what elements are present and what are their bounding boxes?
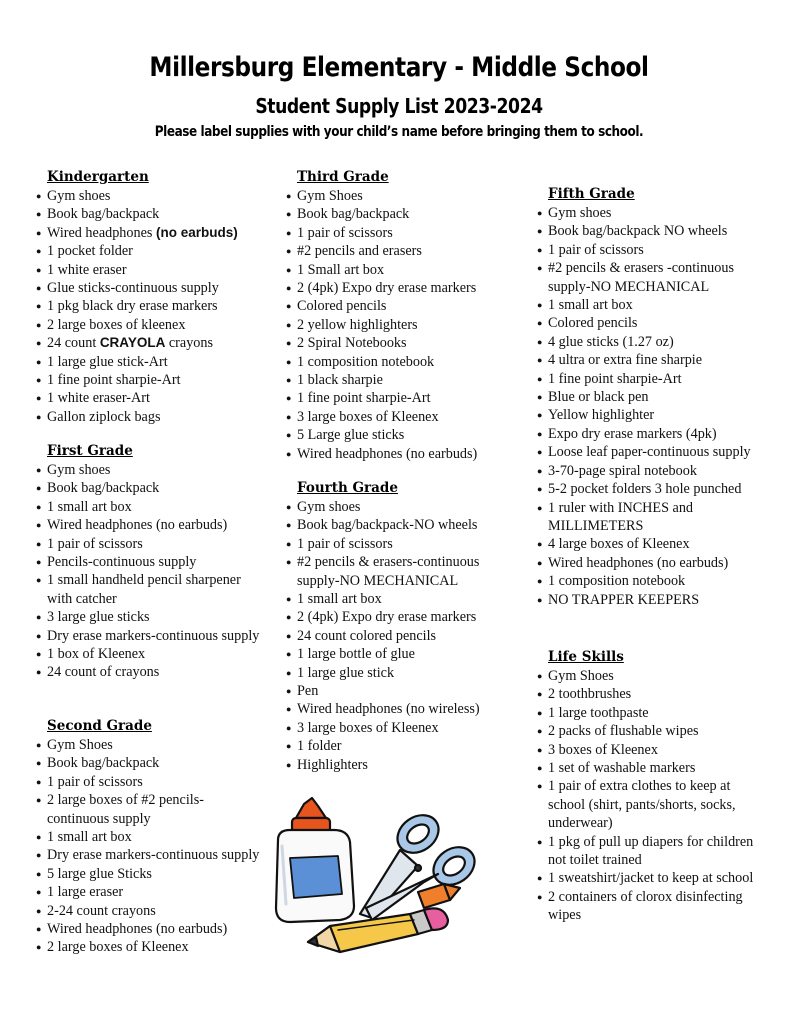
list-item: ● 3 large boxes of Kleenex [286, 408, 501, 426]
list-item: ● 2 (4pk) Expo dry erase markers [286, 608, 501, 626]
page-subtitle: Student Supply List 2023-2024 [255, 94, 543, 118]
list-item: ● 2 large boxes of kleenex [36, 316, 261, 334]
list-item: ● 1 white eraser [36, 261, 261, 279]
list-item: ● 2 yellow highlighters [286, 316, 501, 334]
section-heading: Fourth Grade [297, 480, 398, 496]
list-item: ● 1 white eraser-Art [36, 389, 261, 407]
item-bold-text: CRAYOLA [99, 335, 166, 351]
section-heading: Second Grade [47, 718, 152, 734]
list-item: ● 1 large glue stick [286, 664, 501, 682]
list-item: ● 1 sweatshirt/jacket to keep at school [537, 869, 762, 887]
supply-list [286, 187, 501, 463]
list-item: ● 1 large toothpaste [537, 704, 762, 722]
list-item: ● #2 pencils & erasers-continuous supply-NO MECHANICAL [286, 553, 501, 590]
list-item: ● Pen [286, 682, 501, 700]
list-item: ● Highlighters [286, 756, 501, 774]
list-item: ● #2 pencils and erasers [286, 242, 501, 260]
item-text: 24 count [47, 335, 100, 352]
list-item: ● 2 toothbrushes [537, 685, 762, 703]
list-item: ● Wired headphones (no earbuds) [537, 554, 762, 572]
list-item: ● 2 packs of flushable wipes [537, 722, 762, 740]
section-second-grade [36, 717, 261, 957]
list-item: ● 1 pair of scissors [36, 535, 261, 553]
list-item: ● 2 (4pk) Expo dry erase markers [286, 279, 501, 297]
list-item: ● 1 large glue stick-Art [36, 353, 261, 371]
section-heading: Third Grade [297, 169, 389, 185]
list-item: ● 3-70-page spiral notebook [537, 462, 762, 480]
list-item: ● Wired headphones (no wireless) [286, 700, 501, 718]
list-item: ● 1 ruler with INCHES and MILLIMETERS [537, 499, 762, 536]
list-item: ● 1 composition notebook [537, 572, 762, 590]
item-bold-text: (no earbuds) [155, 224, 238, 240]
page-title: Millersburg Elementary - Middle School [149, 52, 649, 83]
section-first-grade [36, 442, 261, 682]
list-item: ● Gym Shoes [537, 667, 762, 685]
supply-list [537, 667, 762, 925]
supply-list [36, 187, 261, 426]
list-item: ● Pencils-continuous supply [36, 553, 261, 571]
section-fourth-grade [286, 479, 501, 774]
list-item: ● 2 large boxes of #2 pencils-continuous supply [36, 791, 261, 828]
list-item: ● Book bag/backpack [36, 479, 261, 497]
list-item: ● NO TRAPPER KEEPERS [537, 591, 762, 609]
section-heading: Kindergarten [47, 169, 149, 185]
list-item [36, 334, 261, 352]
list-item: ● 3 boxes of Kleenex [537, 741, 762, 759]
list-item: ● 1 set of washable markers [537, 759, 762, 777]
list-item: ● 4 glue sticks (1.27 oz) [537, 333, 762, 351]
list-item: ● Book bag/backpack-NO wheels [286, 516, 501, 534]
supply-list [36, 736, 261, 957]
list-item: ● 2 large boxes of Kleenex [36, 938, 261, 956]
list-item [36, 224, 261, 242]
list-item: ● Gym Shoes [36, 736, 261, 754]
list-item: ● 1 large bottle of glue [286, 645, 501, 663]
crayon-icon [418, 884, 460, 908]
glue-bottle-icon [276, 798, 354, 922]
list-item: ● Book bag/backpack [36, 754, 261, 772]
section-life-skills [537, 648, 762, 925]
list-item: ● 1 small art box [36, 828, 261, 846]
list-item: ● Gym Shoes [286, 187, 501, 205]
list-item: ● Glue sticks-continuous supply [36, 279, 261, 297]
list-item: ● 1 pkg black dry erase markers [36, 297, 261, 315]
list-item: ● Gallon ziplock bags [36, 408, 261, 426]
list-item: ● 1 pair of scissors [286, 535, 501, 553]
section-third-grade [286, 168, 501, 463]
item-text: crayons [165, 335, 213, 352]
list-item: ● 2 Spiral Notebooks [286, 334, 501, 352]
supply-list [286, 498, 501, 774]
section-fifth-grade [537, 185, 762, 609]
list-item: ● 5-2 pocket folders 3 hole punched [537, 480, 762, 498]
list-item: ● 1 pair of scissors [537, 241, 762, 259]
scissors-icon [360, 807, 482, 920]
label-instruction: Please label supplies with your child’s name before bringing them to school. [154, 124, 644, 140]
list-item: ● 1 large eraser [36, 883, 261, 901]
list-item: ● Gym shoes [36, 461, 261, 479]
list-item: ● Book bag/backpack [36, 205, 261, 223]
list-item: ● 1 pair of scissors [36, 773, 261, 791]
list-item: ● Wired headphones (no earbuds) [36, 920, 261, 938]
supply-list [36, 461, 261, 682]
section-kindergarten [36, 168, 261, 426]
list-item: ● Colored pencils [537, 314, 762, 332]
item-text: Wired headphones [47, 224, 156, 241]
list-item: ● 1 box of Kleenex [36, 645, 261, 663]
list-item: ● 1 pocket folder [36, 242, 261, 260]
list-item: ● Wired headphones (no earbuds) [36, 516, 261, 534]
list-item: ● Gym shoes [537, 204, 762, 222]
supply-list [537, 204, 762, 609]
list-item: ● Wired headphones (no earbuds) [286, 445, 501, 463]
list-item: ● 2 containers of clorox disinfecting wipes [537, 888, 762, 925]
list-item: ● Dry erase markers-continuous supply [36, 846, 261, 864]
list-item: ● 3 large boxes of Kleenex [286, 719, 501, 737]
section-heading: Fifth Grade [548, 186, 635, 202]
section-heading: First Grade [47, 443, 133, 459]
list-item: ● 1 small art box [36, 498, 261, 516]
list-item: ● 1 Small art box [286, 261, 501, 279]
school-supplies-clipart-icon [268, 796, 490, 956]
list-item: ● 1 pair of extra clothes to keep at school (shirt, pants/shorts, socks, underwear) [537, 777, 762, 832]
list-item: ● Yellow highlighter [537, 406, 762, 424]
list-item: ● 5 Large glue sticks [286, 426, 501, 444]
list-item: ● #2 pencils & erasers -continuous supply-NO MECHANICAL [537, 259, 762, 296]
list-item: ● 24 count of crayons [36, 663, 261, 681]
list-item: ● 1 pair of scissors [286, 224, 501, 242]
list-item: ● 3 large glue sticks [36, 608, 261, 626]
list-item: ● Expo dry erase markers (4pk) [537, 425, 762, 443]
list-item: ● 24 count colored pencils [286, 627, 501, 645]
list-item: ● 1 fine point sharpie-Art [537, 370, 762, 388]
list-item: ● Gym shoes [286, 498, 501, 516]
list-item: ● 1 fine point sharpie-Art [286, 389, 501, 407]
list-item: ● 1 small handheld pencil sharpener with catcher [36, 571, 261, 608]
list-item: ● 1 black sharpie [286, 371, 501, 389]
list-item: ● 4 large boxes of Kleenex [537, 535, 762, 553]
list-item: ● Book bag/backpack [286, 205, 501, 223]
list-item: ● Gym shoes [36, 187, 261, 205]
list-item: ● Blue or black pen [537, 388, 762, 406]
list-item: ● 1 pkg of pull up diapers for children not toilet trained [537, 833, 762, 870]
list-item: ● Colored pencils [286, 297, 501, 315]
section-heading: Life Skills [548, 649, 624, 665]
list-item: ● Loose leaf paper-continuous supply [537, 443, 762, 461]
list-item: ● Book bag/backpack NO wheels [537, 222, 762, 240]
list-item: ● 2-24 count crayons [36, 902, 261, 920]
list-item: ● 1 composition notebook [286, 353, 501, 371]
list-item: ● 1 fine point sharpie-Art [36, 371, 261, 389]
list-item: ● 1 small art box [286, 590, 501, 608]
list-item: ● Dry erase markers-continuous supply [36, 627, 261, 645]
list-item: ● 1 small art box [537, 296, 762, 314]
list-item: ● 5 large glue Sticks [36, 865, 261, 883]
list-item: ● 4 ultra or extra fine sharpie [537, 351, 762, 369]
list-item: ● 1 folder [286, 737, 501, 755]
